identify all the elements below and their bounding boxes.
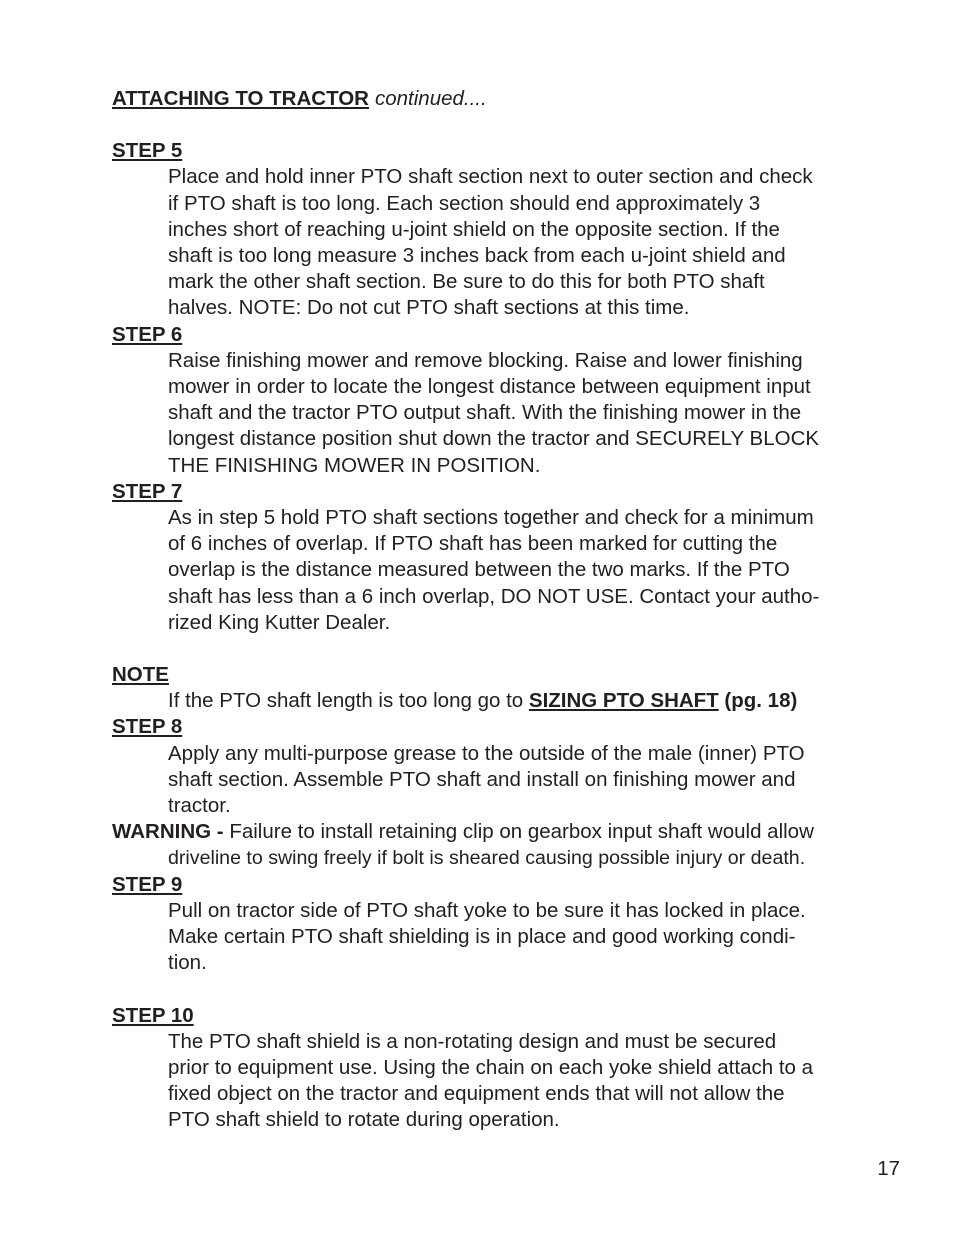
text-line: shaft has less than a 6 inch overlap, DO NOT USE. Contact your autho- — [168, 584, 820, 608]
step-6-heading: STEP 6 — [112, 322, 183, 346]
warning-label: WARNING - — [112, 820, 224, 844]
step-8 — [112, 714, 902, 819]
page-number: 17 — [877, 1157, 900, 1180]
step-6 — [112, 322, 902, 479]
step-9-heading: STEP 9 — [112, 872, 183, 896]
warning — [112, 819, 902, 871]
text-line: tion. — [168, 951, 207, 975]
section-title-row — [112, 86, 902, 112]
text-line: prior to equipment use. Using the chain on each yoke shield attach to a — [168, 1055, 814, 1079]
manual-page — [112, 86, 902, 1134]
text-line: overlap is the distance measured between the two marks. If the PTO — [168, 558, 790, 582]
text-line: if PTO shaft is too long. Each section should end approximately 3 — [168, 191, 761, 215]
step-7-heading: STEP 7 — [112, 479, 183, 503]
text-line: Raise finishing mower and remove blocking. Raise and lower finishing — [168, 348, 803, 372]
step-6-body — [112, 348, 902, 479]
warning-line — [112, 819, 902, 845]
page-reference: (pg. 18) — [724, 689, 798, 713]
step-10-body — [112, 1029, 902, 1134]
text-line: As in step 5 hold PTO shaft sections together and check for a minimum — [168, 506, 814, 530]
step-5 — [112, 138, 902, 321]
note-body — [112, 688, 902, 714]
text-line: rized King Kutter Dealer. — [168, 610, 391, 634]
text-line: mark the other shaft section. Be sure to do this for both PTO shaft — [168, 270, 765, 294]
text-line: Make certain PTO shaft shielding is in place and good working condi- — [168, 925, 796, 949]
step-8-heading: STEP 8 — [112, 715, 183, 739]
text-line: inches short of reaching u-joint shield on the opposite section. If the — [168, 217, 780, 241]
spacer — [112, 636, 902, 662]
text-line: tractor. — [168, 794, 231, 818]
step-9 — [112, 872, 902, 977]
text-line: Pull on tractor side of PTO shaft yoke to be sure it has locked in place. — [168, 898, 806, 922]
note — [112, 662, 902, 714]
step-7-body — [112, 505, 902, 636]
text-line: halves. NOTE: Do not cut PTO shaft sections at this time. — [168, 296, 690, 320]
text-line: Place and hold inner PTO shaft section next to outer section and check — [168, 165, 813, 189]
continued-label: continued.... — [375, 87, 487, 110]
text-line: shaft section. Assemble PTO shaft and install on finishing mower and — [168, 767, 796, 791]
step-10 — [112, 1003, 902, 1134]
warning-text-continued: driveline to swing freely if bolt is sheared causing possible injury or death. — [168, 847, 806, 870]
step-9-body — [112, 898, 902, 977]
step-5-heading: STEP 5 — [112, 139, 183, 163]
text-line: fixed object on the tractor and equipment ends that will not allow the — [168, 1082, 785, 1106]
step-5-body — [112, 164, 902, 321]
text-line: THE FINISHING MOWER IN POSITION. — [168, 453, 541, 477]
step-10-heading: STEP 10 — [112, 1003, 194, 1027]
section-title: ATTACHING TO TRACTOR — [112, 87, 369, 110]
note-heading: NOTE — [112, 663, 169, 687]
text-line: longest distance position shut down the tractor and SECURELY BLOCK — [168, 427, 820, 451]
text-line: PTO shaft shield to rotate during operation. — [168, 1108, 560, 1132]
note-text: If the PTO shaft length is too long go to — [168, 689, 524, 713]
text-line: shaft and the tractor PTO output shaft. With the finishing mower in the — [168, 401, 802, 425]
spacer — [112, 977, 902, 1003]
text-line: shaft is too long measure 3 inches back from each u-joint shield and — [168, 244, 786, 268]
step-7 — [112, 479, 902, 636]
text-line: of 6 inches of overlap. If PTO shaft has been marked for cutting the — [168, 532, 778, 556]
warning-text: Failure to install retaining clip on gearbox input shaft would allow — [229, 820, 814, 844]
text-line: Apply any multi-purpose grease to the outside of the male (inner) PTO — [168, 741, 805, 765]
sizing-pto-shaft-reference: SIZING PTO SHAFT — [528, 689, 719, 713]
text-line: The PTO shaft shield is a non-rotating design and must be secured — [168, 1029, 777, 1053]
step-8-body — [112, 741, 902, 820]
text-line: mower in order to locate the longest distance between equipment input — [168, 375, 811, 399]
